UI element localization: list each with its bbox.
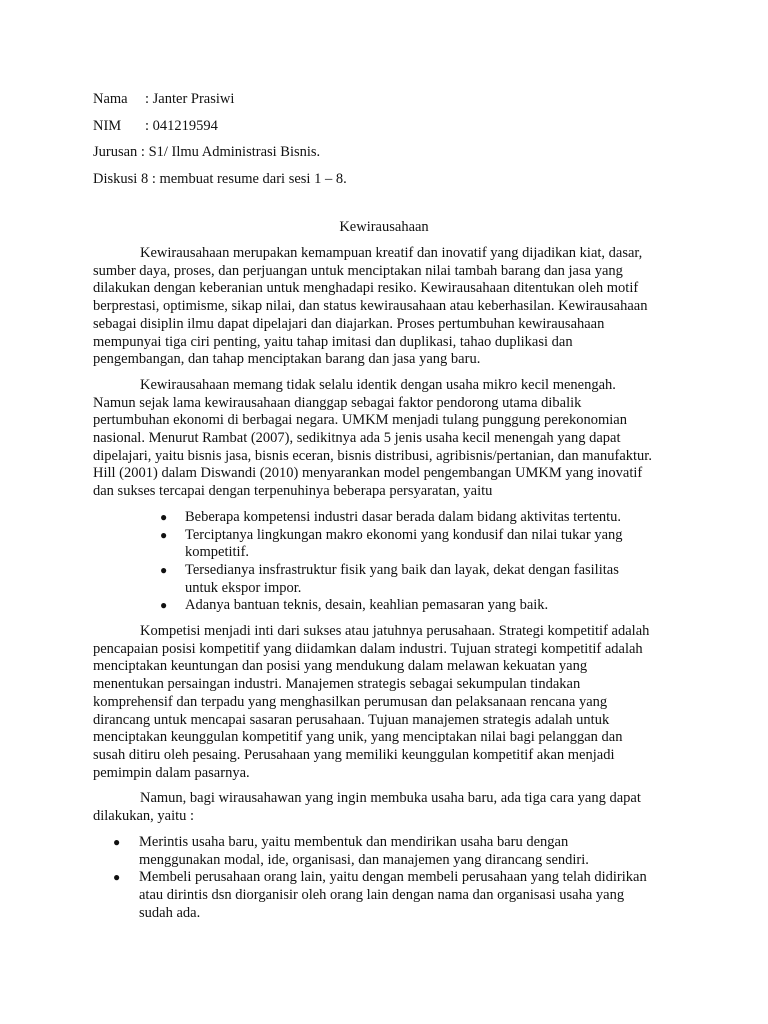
paragraph: Kompetisi menjadi inti dari sukses atau jatuhnya perusahaan. Strategi kompetitif adalah pencapaian posisi kompetitif yang diidamkan dalam industri. Tujuan strategi kompetitif adalah menciptakan keuntungan dan posisi yang mendukung dalam melawan kekuatan yang menentukan persaingan industri. Manajemen strategis sebagai sekumpulan tindakan komprehensif dan terpadu yang menghasilkan perumusan dan pelaksanaan rencana yang dirancang untuk mencapai sasaran perusahaan. Tujuan manajemen strategis adalah untuk menciptakan keunggulan kompetitif yang unik, yang menciptakan nilai bagi pelanggan dan susah ditiru oleh pesaing. Perusahaan yang memiliki keunggulan kompetitif akan menjadi pemimpin dalam pasarnya. — [93, 623, 650, 781]
paragraph: Namun, bagi wirausahawan yang ingin membuka usaha baru, ada tiga cara yang dapat dilakukan, yaitu : — [93, 790, 641, 825]
nim-row — [93, 113, 347, 140]
bullet-icon: ● — [160, 527, 168, 542]
nim-label: NIM — [93, 117, 122, 134]
nama-label: Nama — [93, 91, 128, 107]
document-body — [93, 245, 653, 930]
bullet-icon: ● — [160, 598, 168, 613]
list-item-text: Terciptanya lingkungan makro ekonomi yang kondusif dan nilai tukar yang kompetitif. — [185, 526, 623, 561]
list-item — [93, 509, 653, 527]
nim-value: : 041219594 — [145, 117, 218, 134]
list-item — [93, 834, 653, 869]
list-item-text: Membeli perusahaan orang lain, yaitu dengan membeli perusahaan yang telah didirikan atau dirintis dsn diorganisir oleh orang lain dengan nama dan organisasi usaha yang sudah ada. — [139, 869, 647, 921]
student-info — [93, 86, 347, 192]
jurusan-line: Jurusan : S1/ Ilmu Administrasi Bisnis. — [93, 144, 321, 160]
list-item — [93, 597, 653, 615]
requirements-list — [93, 509, 653, 615]
business-methods-list — [93, 834, 653, 923]
nama-row — [93, 86, 347, 113]
document-title: Kewirausahaan — [339, 219, 429, 235]
paragraph: Kewirausahaan memang tidak selalu identik dengan usaha mikro kecil menengah. Namun sejak lama kewirausahaan dianggap sebagai faktor pendorong utama dibalik pertumbuhan ekonomi di berbagai negara. UMKM menjadi tulang punggung perekonomian nasional. Menurut Rambat (2007), sedikitnya ada 5 jenis usaha kecil menengah yang dapat dipelajari, yaitu bisnis jasa, bisnis eceran, bisnis distribusi, agribisnis/pertanian, dan manufaktur. Hill (2001) dalam Diswandi (2010) menyarankan model pengembangan UMKM yang inovatif dan sukses tercapai dengan terpenuhinya beberapa persyaratan, yaitu — [93, 376, 652, 500]
paragraph: Kewirausahaan merupakan kemampuan kreatif dan inovatif yang dijadikan kiat, dasar, sumber daya, proses, dan perjuangan untuk menciptakan nilai tambah barang dan jasa yang dilakukan dengan keberanian untuk menghadapi resiko. Kewirausahaan ditentukan oleh motif berprestasi, optimisme, sikap nilai, dan status kewirausahaan atau keberhasilan. Kewirausahaan sebagai disiplin ilmu dapat dipelajari dan diajarkan. Proses pertumbuhan kewirausahaan mempunyai tiga ciri penting, yaitu tahap imitasi dan duplikasi, tahao duplikasi dan pengembangan, dan tahap menciptakan barang dan jasa yang baru. — [93, 245, 648, 368]
list-item-text: Beberapa kompetensi industri dasar berada dalam bidang aktivitas tertentu. — [185, 508, 622, 525]
list-item-text: Tersedianya insfrastruktur fisik yang baik dan layak, dekat dengan fasilitas untuk ekspor impor. — [185, 561, 619, 596]
list-item — [93, 527, 653, 562]
list-item-text: Adanya bantuan teknis, desain, keahlian pemasaran yang baik. — [185, 597, 549, 614]
bullet-icon: ● — [113, 870, 121, 885]
bullet-icon: ● — [160, 562, 168, 577]
nama-value: : Janter Prasiwi — [145, 91, 235, 107]
list-item — [93, 869, 653, 922]
list-item-text: Merintis usaha baru, yaitu membentuk dan mendirikan usaha baru dengan menggunakan modal, ide, organisasi, dan manajemen yang dirancang sendiri. — [139, 833, 589, 868]
list-item — [93, 562, 653, 597]
bullet-icon: ● — [160, 509, 168, 524]
diskusi-line: Diskusi 8 : membuat resume dari sesi 1 – 8. — [93, 170, 347, 187]
bullet-icon: ● — [113, 834, 121, 849]
